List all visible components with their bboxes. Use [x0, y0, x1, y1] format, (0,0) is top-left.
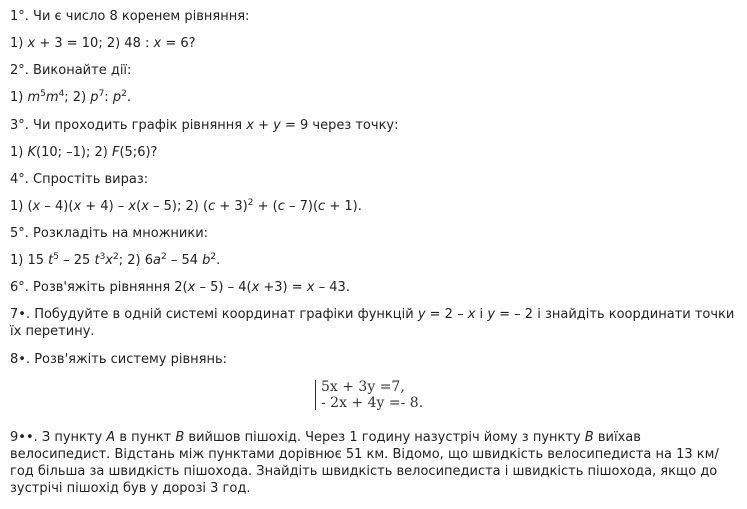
task-4-heading: 4°. Спростіть вираз:: [10, 172, 149, 187]
task-9: 9••. З пункту A в пункт B вийшов пішохід. Через 1 годину назустріч йому з пункту B виїхав велосипедист. Відстань між пунктами дорівнює 51 км. Відомо, що швидкість велосипедиста на 13 км/год більша за швидкість пішохода. Знайдіть швидкість велосипедиста і швидкість пішохода, якщо до зустрічі пішохід був у дорозі 3 год.: [10, 430, 719, 496]
task-6: 6°. Розв'яжіть рівняння 2(x – 5) – 4(x +3) = x – 43.: [10, 280, 350, 295]
task-5-body: 1) 15 $t^5 - 25$ $t^3x^2$; 2) $6a^2 - 54$ $b^2$.: [10, 252, 221, 268]
task-4-body: 1) (x – 4)(x + 4) – x(x – 5); 2) $(c + 3)^2 + (c - 7)(c + 1)$.: [10, 198, 362, 214]
task-8-heading: 8•. Розв'яжіть систему рівнянь:: [10, 352, 227, 367]
task-2-body: 1) $m^5m^4$; 2) $p^7$: $p^2$.: [10, 89, 131, 105]
equation-2: - 2x + 4y =- 8.: [321, 395, 424, 411]
task-3-body: 1) K(10; –1); 2) F(5;6)?: [10, 145, 158, 160]
task-3-heading: 3°. Чи проходить графік рівняння x + y = 9 через точку:: [10, 118, 399, 133]
task-7: 7•. Побудуйте в одній системі координат графіки функцій y = 2 – x і y = – 2 і знайдіть координати точки їх перетину.: [10, 307, 735, 339]
equation-system: [315, 380, 435, 414]
task-1-body: 1) x + 3 = 10; 2) 48 : x = 6?: [10, 36, 196, 51]
task-5-heading: 5°. Розкладіть на множники:: [10, 226, 209, 241]
task-1-heading: 1°. Чи є число 8 коренем рівняння:: [10, 9, 250, 24]
task-2-heading: 2°. Виконайте дії:: [10, 63, 132, 78]
equation-1: 5x + 3y =7,: [321, 379, 405, 395]
